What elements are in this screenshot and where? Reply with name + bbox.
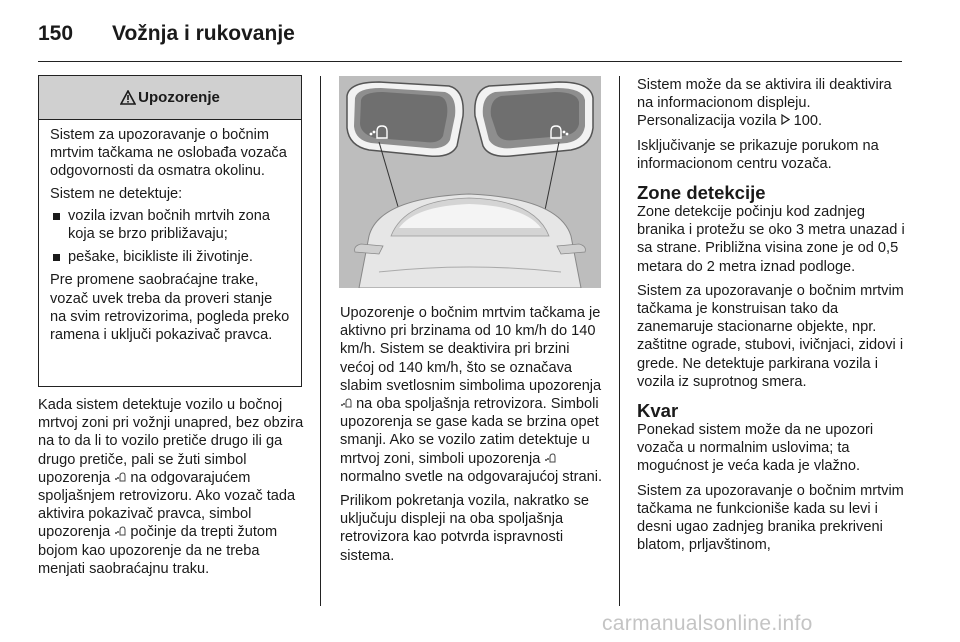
warning-body xyxy=(39,120,301,344)
warning-title: Upozorenje xyxy=(138,89,220,106)
blind-spot-warning-icon xyxy=(114,526,126,536)
mirror-car-drawing xyxy=(339,76,601,288)
watermark: carmanualsonline.info xyxy=(602,612,813,635)
paragraph: Sistem za upozoravanje o bočnim mrtvim tačkama ne funkcioniše kada su levi i desni ugao zadnjeg branika prekriveni blatom, prljavštinom, xyxy=(637,482,904,554)
warning-paragraph: Pre promene saobraćajne trake, vozač uvek treba da proveri stanje na svim retrovizorima, pogleda preko ramena i uključi pokazivač pravca. xyxy=(50,272,290,344)
warning-header xyxy=(39,76,301,120)
warning-box xyxy=(38,75,302,387)
paragraph: Isključivanje se prikazuje porukom na informacionom centru vozača. xyxy=(637,137,879,172)
paragraph: Zone detekcije počinju kod zadnjeg branika i protežu se oko 3 metra unazad i sa strane. Približna visina zone je od 0,5 metara do 2 metra iznad podloge. xyxy=(637,204,905,275)
warning-paragraph: Sistem za upozoravanje o bočnim mrtvim tačkama ne oslobađa vozača odgovornosti da osmatra okolinu. xyxy=(50,127,287,180)
page-title: Vožnja i rukovanje xyxy=(112,22,295,45)
mirror-illustration xyxy=(339,76,601,288)
blind-spot-warning-icon xyxy=(340,398,352,408)
page-reference-arrow-icon[interactable] xyxy=(781,114,790,125)
page-header xyxy=(38,22,295,46)
column-2-text xyxy=(340,304,606,571)
page-number: 150 xyxy=(38,22,74,45)
paragraph: Sistem može da se aktivira ili deaktivira na informacionom displeju. Personalizacija vozila 100. xyxy=(637,77,892,130)
warning-paragraph: Sistem ne detektuje: xyxy=(50,185,183,202)
column-divider-right xyxy=(619,76,620,606)
warning-triangle-icon xyxy=(120,90,136,105)
blind-spot-warning-icon xyxy=(114,472,126,482)
paragraph: Upozorenje o bočnim mrtvim tačkama je aktivno pri brzinama od 10 km/h do 140 km/h. Sistem se deaktivira pri brzini većoj od 140 km/h, što se označava slabim svetlosnim simbolima upozorenja na oba spoljašnja retrovizora. Simboli upozorenja se gase kada se brzina opet smanji. Ako se vozilo zatim detektuje u mrtvoj zoni, simboli upozorenja normalno svetle na odgovarajućoj strani. xyxy=(340,305,603,485)
header-rule xyxy=(38,61,902,62)
warning-bullet: vozila izvan bočnih mrtvih zona koja se brzo približavaju; xyxy=(50,207,291,243)
paragraph: Kada sistem detektuje vozilo u bočnoj mrtvoj zoni pri vožnji unapred, bez obzira na to da li to vozilo pretiče drugo ili ga drugo pretiče, pali se žuti simbol upozorenja na odgovarajućem spoljašnjem retrovizoru. Ako vozač tada aktivira pokazivač pravca, simbol upozorenja počinje da trepti žutom bojom kao upozorenje da ne treba menjati saobraćajnu traku. xyxy=(38,397,304,577)
column-divider-left xyxy=(320,76,321,606)
warning-bullet: pešake, bicikliste ili životinje. xyxy=(50,248,291,266)
section-heading: Zone detekcije xyxy=(637,182,766,204)
paragraph: Prilikom pokretanja vozila, nakratko se uključuju displeji na oba spoljašnja retrovizora kao potvrda ispravnosti sistema. xyxy=(340,493,590,564)
section-heading: Kvar xyxy=(637,400,679,422)
column-1-text xyxy=(38,396,304,584)
column-3-text xyxy=(637,76,905,560)
paragraph: Ponekad sistem može da ne upozori vozača u normalnim uslovima; ta mogućnost je veća kada je vlažno. xyxy=(637,422,874,475)
paragraph: Sistem za upozoravanje o bočnim mrtvim tačkama je konstruisan tako da zanemaruje stacionarne objekte, npr. zaštitne ograde, stubovi, ivičnjaci, zidovi i grede. Ne detektuje parkirana vozila i vozila iz suprotnog smera. xyxy=(637,282,904,390)
page-reference[interactable]: 100. xyxy=(793,113,823,130)
blind-spot-warning-icon xyxy=(544,453,556,463)
